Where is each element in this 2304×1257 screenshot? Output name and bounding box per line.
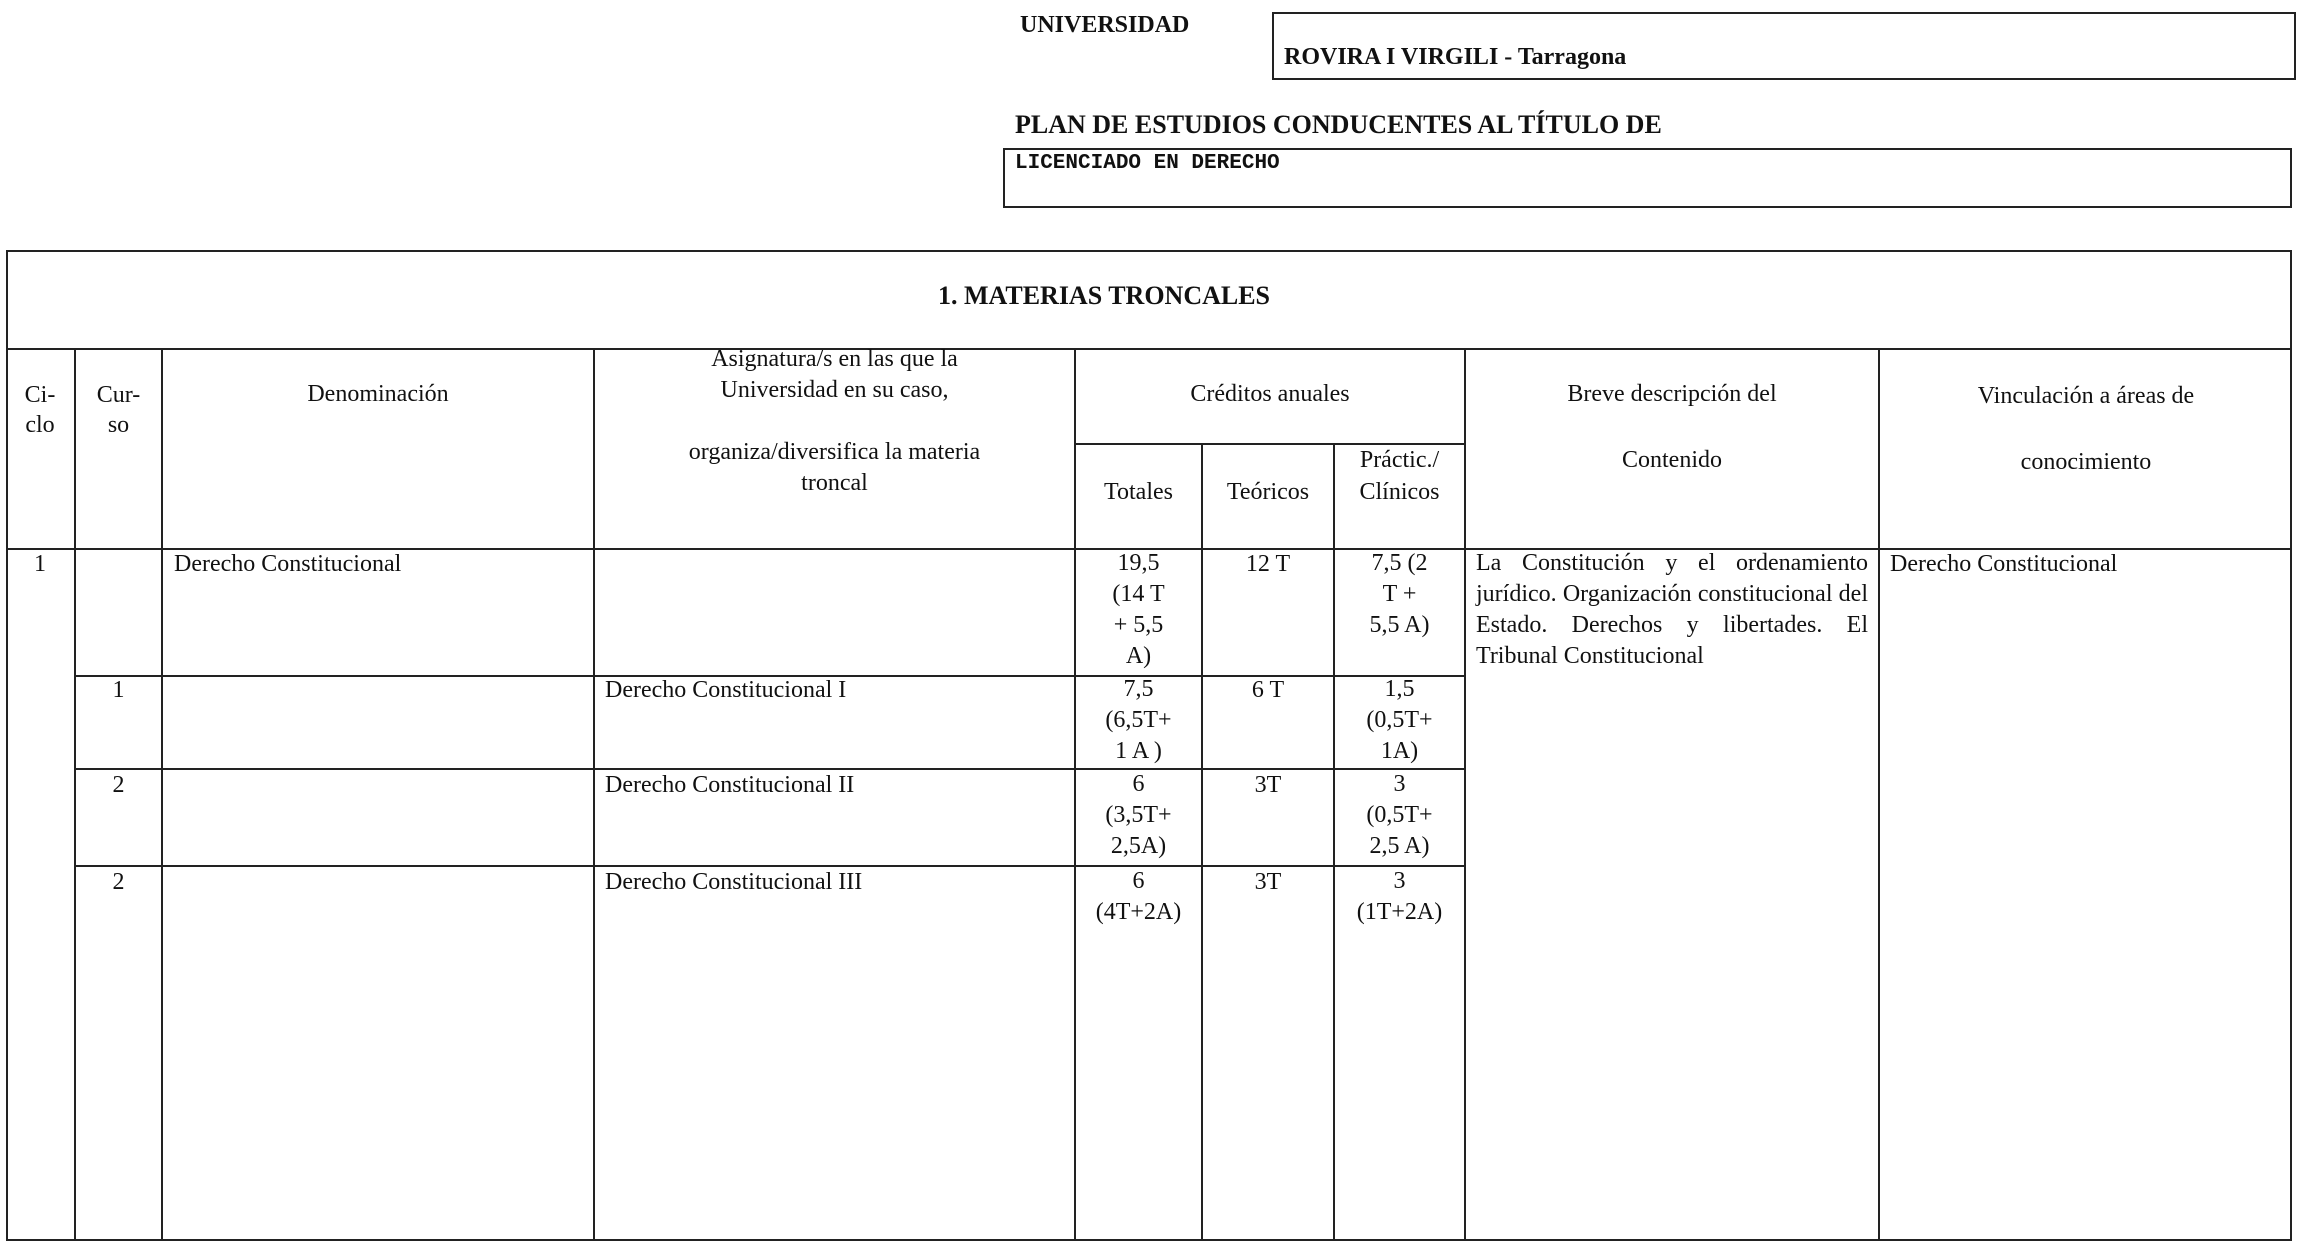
row-practicos: 3 (1T+2A) [1356,868,1443,925]
titulo-value: LICENCIADO EN DERECHO [1015,152,1280,175]
universidad-value: ROVIRA I VIRGILI - Tarragona [1284,44,1627,70]
header-vinculacion: Vinculación a áreas de conocimiento [1977,383,2195,475]
row-totales: 6 (4T+2A) [1095,868,1182,925]
row-asignatura: Derecho Constitucional I [605,677,847,703]
table-title: 1. MATERIAS TRONCALES [937,281,1271,310]
row-teoricos: 3T [1254,869,1282,895]
materia-practicos: 7,5 (2 T + 5,5 A) [1369,550,1430,638]
titulo-box [1003,148,2292,208]
row-teoricos: 3T [1254,772,1282,798]
row-practicos: 3 (0,5T+ 2,5 A) [1366,771,1433,859]
row-teoricos: 6 T [1251,677,1285,703]
table-rule [1464,348,1466,1241]
materia-denominacion: Derecho Constitucional [174,551,402,577]
table-rule [161,348,163,1241]
materia-descripcion: La Constitución y el ordenamiento jurídico. Organización constitucional del Estado. Derechos y libertades. El Tribunal Constitucional [1476,550,1868,669]
universidad-box [1272,12,2296,80]
materia-ciclo: 1 [34,551,46,577]
header-denominacion: Denominación [307,381,449,407]
plan-label: PLAN DE ESTUDIOS CONDUCENTES AL TÍTULO DE [1015,110,1662,139]
row-curso: 2 [112,772,125,798]
materia-teoricos: 12 T [1245,551,1291,577]
table-rule [6,348,2292,350]
header-ciclo: Ci- clo [24,382,56,438]
header-descripcion: Breve descripción del Contenido [1567,381,1777,473]
header-totales: Totales [1104,479,1173,505]
row-asignatura: Derecho Constitucional II [605,772,855,798]
row-asignatura: Derecho Constitucional III [605,869,863,895]
universidad-label: UNIVERSIDAD [1020,12,1190,38]
header-practicos: Práctic./ Clínicos [1359,447,1440,505]
header-creditos: Créditos anuales [1190,381,1350,407]
row-curso: 1 [112,677,125,703]
row-curso: 2 [112,869,125,895]
header-asignatura: Asignatura/s en las que la Universidad en su caso, organiza/diversifica la materia troncal [688,346,981,496]
header-teoricos: Teóricos [1226,479,1310,505]
row-totales: 6 (3,5T+ 2,5A) [1105,771,1172,859]
materia-totales: 19,5 (14 T + 5,5 A) [1112,550,1165,669]
header-curso: Cur- so [96,382,141,438]
row-totales: 7,5 (6,5T+ 1 A ) [1105,676,1172,764]
materia-vinculacion: Derecho Constitucional [1890,551,2118,577]
table-rule [1878,348,1880,1241]
row-practicos: 1,5 (0,5T+ 1A) [1366,676,1433,764]
